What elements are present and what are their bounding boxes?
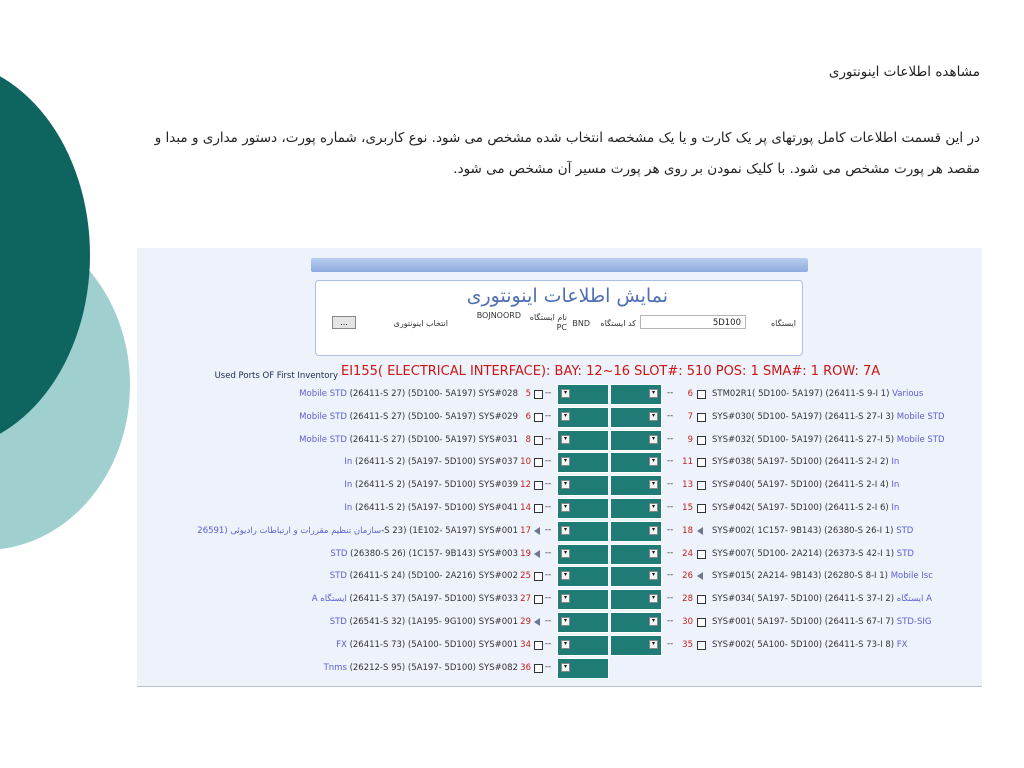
right-port-route: SYS#001( 5A197- 5D100) (26411-S 67-I 7) [712,617,897,627]
right-port-type[interactable]: Mobile STD [896,411,945,422]
right-port-type[interactable]: ایستگاه A [896,594,932,605]
port-row [137,407,982,429]
right-port-number: 30 [682,617,693,627]
left-port-info[interactable] [299,389,518,399]
left-port-info[interactable] [344,480,518,490]
right-port-number: 24 [682,548,693,559]
right-port-info[interactable] [712,480,899,490]
right-port-arrow-icon[interactable] [697,527,703,535]
right-dash: -- [667,502,674,512]
right-port-number: 13 [682,480,693,491]
right-port-type[interactable]: STD [896,548,914,559]
left-dash: -- [545,410,552,421]
left-select-arrow-icon: ▾ [561,435,570,444]
right-port-checkbox[interactable] [697,618,706,627]
right-dash: -- [667,638,674,649]
port-row [137,498,982,520]
left-select-arrow-icon: ▾ [561,503,570,512]
inventory-header: EI155( ELECTRICAL INTERFACE): BAY: 12~16 SLOT#: 510 POS: 1 SMA#: 1 ROW: 7A [341,364,881,379]
right-port-select[interactable] [610,384,662,405]
left-port-route: (26411-S 37) (5A197- 5D100) SYS#033 [346,594,518,605]
right-dash: -- [667,388,674,398]
left-port-checkbox[interactable] [534,641,543,650]
left-port-info[interactable] [330,571,518,581]
left-port-checkbox[interactable] [534,504,543,513]
left-port-route: (26380-S 26) (1C157- 9B143) SYS#003 [347,548,518,559]
right-dash: -- [667,524,674,535]
left-port-info[interactable] [299,412,518,422]
right-port-number: 7 [687,411,693,422]
select-inventory-label: انتخاب اینونتوری [393,319,448,328]
station-name-extra: PC [556,323,567,332]
left-port-checkbox[interactable] [534,572,543,581]
right-port-select[interactable] [610,612,662,633]
right-port-number: 26 [682,571,693,582]
right-port-select[interactable] [610,498,662,519]
right-port-route: SYS#034( 5A197- 5D100) (26411-S 37-I 2) [712,594,897,605]
right-port-select[interactable] [610,452,662,473]
left-port-type[interactable]: STD [329,571,347,582]
left-port-number: 17 [520,525,531,536]
port-row [137,521,982,543]
left-port-number: 6 [525,411,531,422]
right-port-select[interactable] [610,521,662,542]
right-select-arrow-icon: ▾ [649,389,658,398]
right-select-arrow-icon: ▾ [649,457,658,466]
right-port-route: SYS#007( 5D100- 2A214) (26373-S 42-I 1) [712,548,897,559]
panel-title: نمایش اطلاعات اینونتوری [466,285,668,307]
left-port-select[interactable] [557,544,609,565]
right-port-arrow-icon[interactable] [697,572,703,580]
left-select-arrow-icon: ▾ [561,412,570,421]
left-select-arrow-icon: ▾ [561,640,570,649]
right-port-info[interactable] [712,503,899,513]
left-port-number: 14 [520,503,531,513]
left-dash: -- [545,433,552,444]
left-select-arrow-icon: ▾ [561,663,570,672]
right-select-arrow-icon: ▾ [649,571,658,580]
station-label: ایستگاه [770,319,796,328]
right-select-arrow-icon: ▾ [649,549,658,558]
right-select-arrow-icon: ▾ [649,617,658,626]
right-port-number: 18 [682,525,693,536]
search-panel [315,280,803,356]
station-code-value: BND [572,319,590,328]
left-dash: -- [545,661,552,672]
left-port-number: 19 [520,548,531,559]
left-port-select[interactable] [557,407,609,428]
right-port-info[interactable] [712,571,933,581]
right-select-arrow-icon: ▾ [649,480,658,489]
slide-title: مشاهده اطلاعات اینونتوری [828,64,980,80]
left-port-info[interactable] [330,617,518,627]
left-port-route: (26411-S 27) (5D100- 5A197) SYS#028 [346,389,518,399]
left-port-select[interactable] [557,521,609,542]
left-select-arrow-icon: ▾ [561,594,570,603]
left-port-route: (26411-S 27) (5D100- 5A197) SYS#031 [346,434,518,445]
right-port-info[interactable] [712,412,945,422]
right-dash: -- [667,616,674,626]
left-port-number: 8 [525,434,531,445]
right-port-type[interactable]: In [891,480,900,491]
left-port-route: (26411-S 2) (5A197- 5D100) SYS#041 [352,503,518,513]
left-dash: -- [545,570,552,581]
left-dash: -- [545,524,552,535]
port-row [137,612,982,634]
port-row [137,544,982,566]
right-port-type[interactable]: In [891,503,900,513]
left-port-select[interactable] [557,430,609,451]
left-dash: -- [545,616,552,626]
right-port-info[interactable] [712,389,923,399]
right-select-arrow-icon: ▾ [649,503,658,512]
left-port-route: (26411-S 2) (5A197- 5D100) SYS#039 [352,480,518,491]
left-port-number: 27 [520,594,531,605]
left-port-route: (26411-S 27) (5D100- 5A197) SYS#029 [346,411,518,422]
right-port-info[interactable] [712,640,908,650]
station-input[interactable]: 5D100 [640,315,746,329]
right-select-arrow-icon: ▾ [649,526,658,535]
right-port-info[interactable] [712,617,932,627]
right-port-type[interactable]: Mobile Isc [890,571,933,582]
left-port-type[interactable]: STD [329,617,347,627]
left-port-type[interactable]: FX [336,639,347,650]
right-port-type[interactable]: FX [896,639,908,650]
right-dash: -- [667,456,674,467]
left-select-arrow-icon: ▾ [561,571,570,580]
right-port-checkbox[interactable] [697,458,706,467]
right-port-info[interactable] [712,526,913,536]
left-port-type[interactable]: In [344,503,353,513]
used-ports-label: Used Ports OF First Inventory [214,371,338,381]
left-port-type[interactable]: Tnms [323,662,347,673]
port-row [137,658,982,680]
right-select-arrow-icon: ▾ [649,412,658,421]
select-inventory-button[interactable]: ... [332,316,356,329]
left-port-arrow-icon[interactable] [534,550,540,558]
right-port-info[interactable] [712,457,899,467]
right-port-checkbox[interactable] [697,436,706,445]
right-port-checkbox[interactable] [697,595,706,604]
right-port-type[interactable]: Mobile STD [896,434,945,445]
right-dash: -- [667,593,674,604]
left-port-number: 34 [520,639,531,650]
right-dash: -- [667,433,674,444]
right-port-info[interactable] [712,549,914,559]
station-code-label: کد ایستگاه [600,319,636,328]
right-port-select[interactable] [610,566,662,587]
left-select-arrow-icon: ▾ [561,617,570,626]
right-port-number: 9 [687,434,693,445]
slide-description: در این قسمت اطلاعات کامل پورتهای پر یک کارت و یا یک مشخصه انتخاب شده مشخص می شود. نوع کاربری، شماره پورت، دستور مداری و مبدا و مقصد هر پورت مشخص می شود. با کلیک نمودن بر روی هر پورت مسیر آن مشخص می شود. [154,130,980,177]
right-port-checkbox[interactable] [697,550,706,559]
left-port-info[interactable] [336,640,518,650]
right-select-arrow-icon: ▾ [649,594,658,603]
left-port-type[interactable]: Mobile STD [299,434,347,445]
left-port-type[interactable]: Mobile STD [299,389,347,399]
station-name-value: BOJNOORD [476,311,521,320]
left-port-route: (26411-S 2) (5A197- 5D100) SYS#037 [352,457,518,468]
left-port-type[interactable]: In [344,457,353,468]
right-port-route: SYS#002( 5A100- 5D100) (26411-S 73-I 8) [712,639,897,650]
right-port-select[interactable] [610,475,662,496]
right-port-info[interactable] [712,435,945,445]
right-port-route: SYS#042( 5A197- 5D100) (26411-S 2-I 6) [712,503,892,513]
right-port-checkbox[interactable] [697,641,706,650]
right-port-select[interactable] [610,430,662,451]
right-port-type[interactable]: STD-SIG [896,617,932,627]
left-select-arrow-icon: ▾ [561,480,570,489]
left-port-info[interactable] [299,435,518,445]
right-port-select[interactable] [610,635,662,656]
left-dash: -- [545,638,552,649]
right-port-route: SYS#030( 5D100- 5A197) (26411-S 27-I 3) [712,411,897,422]
left-port-select[interactable] [557,384,609,405]
left-port-number: 10 [520,457,531,468]
station-name-label: نام ایستگاه [529,313,567,322]
port-row [137,452,982,474]
port-row [137,635,982,657]
right-port-route: SYS#038( 5A197- 5D100) (26411-S 2-I 2) [712,457,892,468]
right-port-info[interactable] [712,594,932,604]
right-port-select[interactable] [610,544,662,565]
left-port-type[interactable]: 26591) سازمان تنظیم مقررات و ارتباطات رادیوئی [197,525,382,536]
left-port-number: 12 [520,480,531,491]
right-port-number: 28 [682,594,693,605]
right-port-route: SYS#015( 2A214- 9B143) (26280-S 8-I 1) [712,571,891,582]
left-port-checkbox[interactable] [534,664,543,673]
left-port-select[interactable] [557,475,609,496]
right-port-number: 11 [682,457,693,468]
right-port-number: 35 [682,639,693,650]
left-select-arrow-icon: ▾ [561,549,570,558]
right-dash: -- [667,547,674,558]
left-dash: -- [545,547,552,558]
left-port-number: 5 [525,389,531,399]
left-port-arrow-icon[interactable] [534,527,540,535]
right-port-type[interactable]: In [891,457,900,468]
left-dash: -- [545,388,552,398]
left-port-info[interactable] [344,457,518,467]
left-port-checkbox[interactable] [534,390,543,399]
right-dash: -- [667,570,674,581]
inventory-screenshot [137,248,982,687]
left-select-arrow-icon: ▾ [561,457,570,466]
left-port-route: -S 23) (1E102- 5A197) SYS#001 [381,525,518,536]
left-port-type[interactable]: Mobile STD [299,411,347,422]
right-port-number: 15 [682,503,693,513]
window-title-bar [311,258,808,272]
right-port-checkbox[interactable] [697,504,706,513]
left-port-number: 25 [520,571,531,582]
left-port-info[interactable] [330,549,518,559]
left-port-type[interactable]: In [344,480,353,491]
left-port-route: (26411-S 24) (5D100- 2A216) SYS#002 [346,571,518,582]
port-row [137,589,982,611]
left-port-info[interactable] [312,594,518,604]
left-port-info[interactable] [324,663,518,673]
right-port-checkbox[interactable] [697,390,706,399]
left-port-route: (26541-S 32) (1A195- 9G100) SYS#001 [346,617,518,627]
right-port-number: 6 [687,389,693,399]
left-dash: -- [545,456,552,467]
left-dash: -- [545,502,552,512]
port-row [137,430,982,452]
left-port-route: (26411-S 73) (5A100- 5D100) SYS#001 [346,639,518,650]
left-select-arrow-icon: ▾ [561,526,570,535]
left-port-select[interactable] [557,635,609,656]
left-port-checkbox[interactable] [534,595,543,604]
left-port-checkbox[interactable] [534,413,543,422]
right-port-type[interactable]: Various [892,389,924,399]
left-select-arrow-icon: ▾ [561,389,570,398]
left-port-info[interactable] [344,503,518,513]
left-port-select[interactable] [557,498,609,519]
right-port-route: SYS#002( 1C157- 9B143) (26380-S 26-I 1) [712,525,897,536]
right-port-route: SYS#040( 5A197- 5D100) (26411-S 2-I 4) [712,480,892,491]
left-port-arrow-icon[interactable] [534,618,540,626]
left-port-select[interactable] [557,566,609,587]
left-port-checkbox[interactable] [534,481,543,490]
right-port-checkbox[interactable] [697,413,706,422]
right-port-select[interactable] [610,589,662,610]
right-port-route: SYS#032( 5D100- 5A197) (26411-S 27-I 5) [712,434,897,445]
right-select-arrow-icon: ▾ [649,435,658,444]
port-row [137,475,982,497]
port-row [137,566,982,588]
left-port-select[interactable] [557,612,609,633]
left-port-select[interactable] [557,658,609,679]
left-port-route: (26212-S 95) (5A197- 5D100) SYS#082 [346,662,518,673]
right-select-arrow-icon: ▾ [649,640,658,649]
left-port-select[interactable] [557,452,609,473]
left-port-checkbox[interactable] [534,458,543,467]
right-dash: -- [667,479,674,490]
left-port-type[interactable]: A ایستگاه [311,594,347,605]
right-port-select[interactable] [610,407,662,428]
right-port-type[interactable]: STD [896,525,914,536]
left-port-number: 36 [520,662,531,673]
left-port-number: 29 [520,617,531,627]
right-dash: -- [667,410,674,421]
left-dash: -- [545,593,552,604]
left-port-type[interactable]: STD [330,548,348,559]
right-port-checkbox[interactable] [697,481,706,490]
left-port-select[interactable] [557,589,609,610]
port-row [137,384,982,406]
left-dash: -- [545,479,552,490]
left-port-info[interactable] [197,526,518,536]
left-port-checkbox[interactable] [534,436,543,445]
right-port-route: STM02R1( 5D100- 5A197) (26411-S 9-I 1) [712,389,893,399]
